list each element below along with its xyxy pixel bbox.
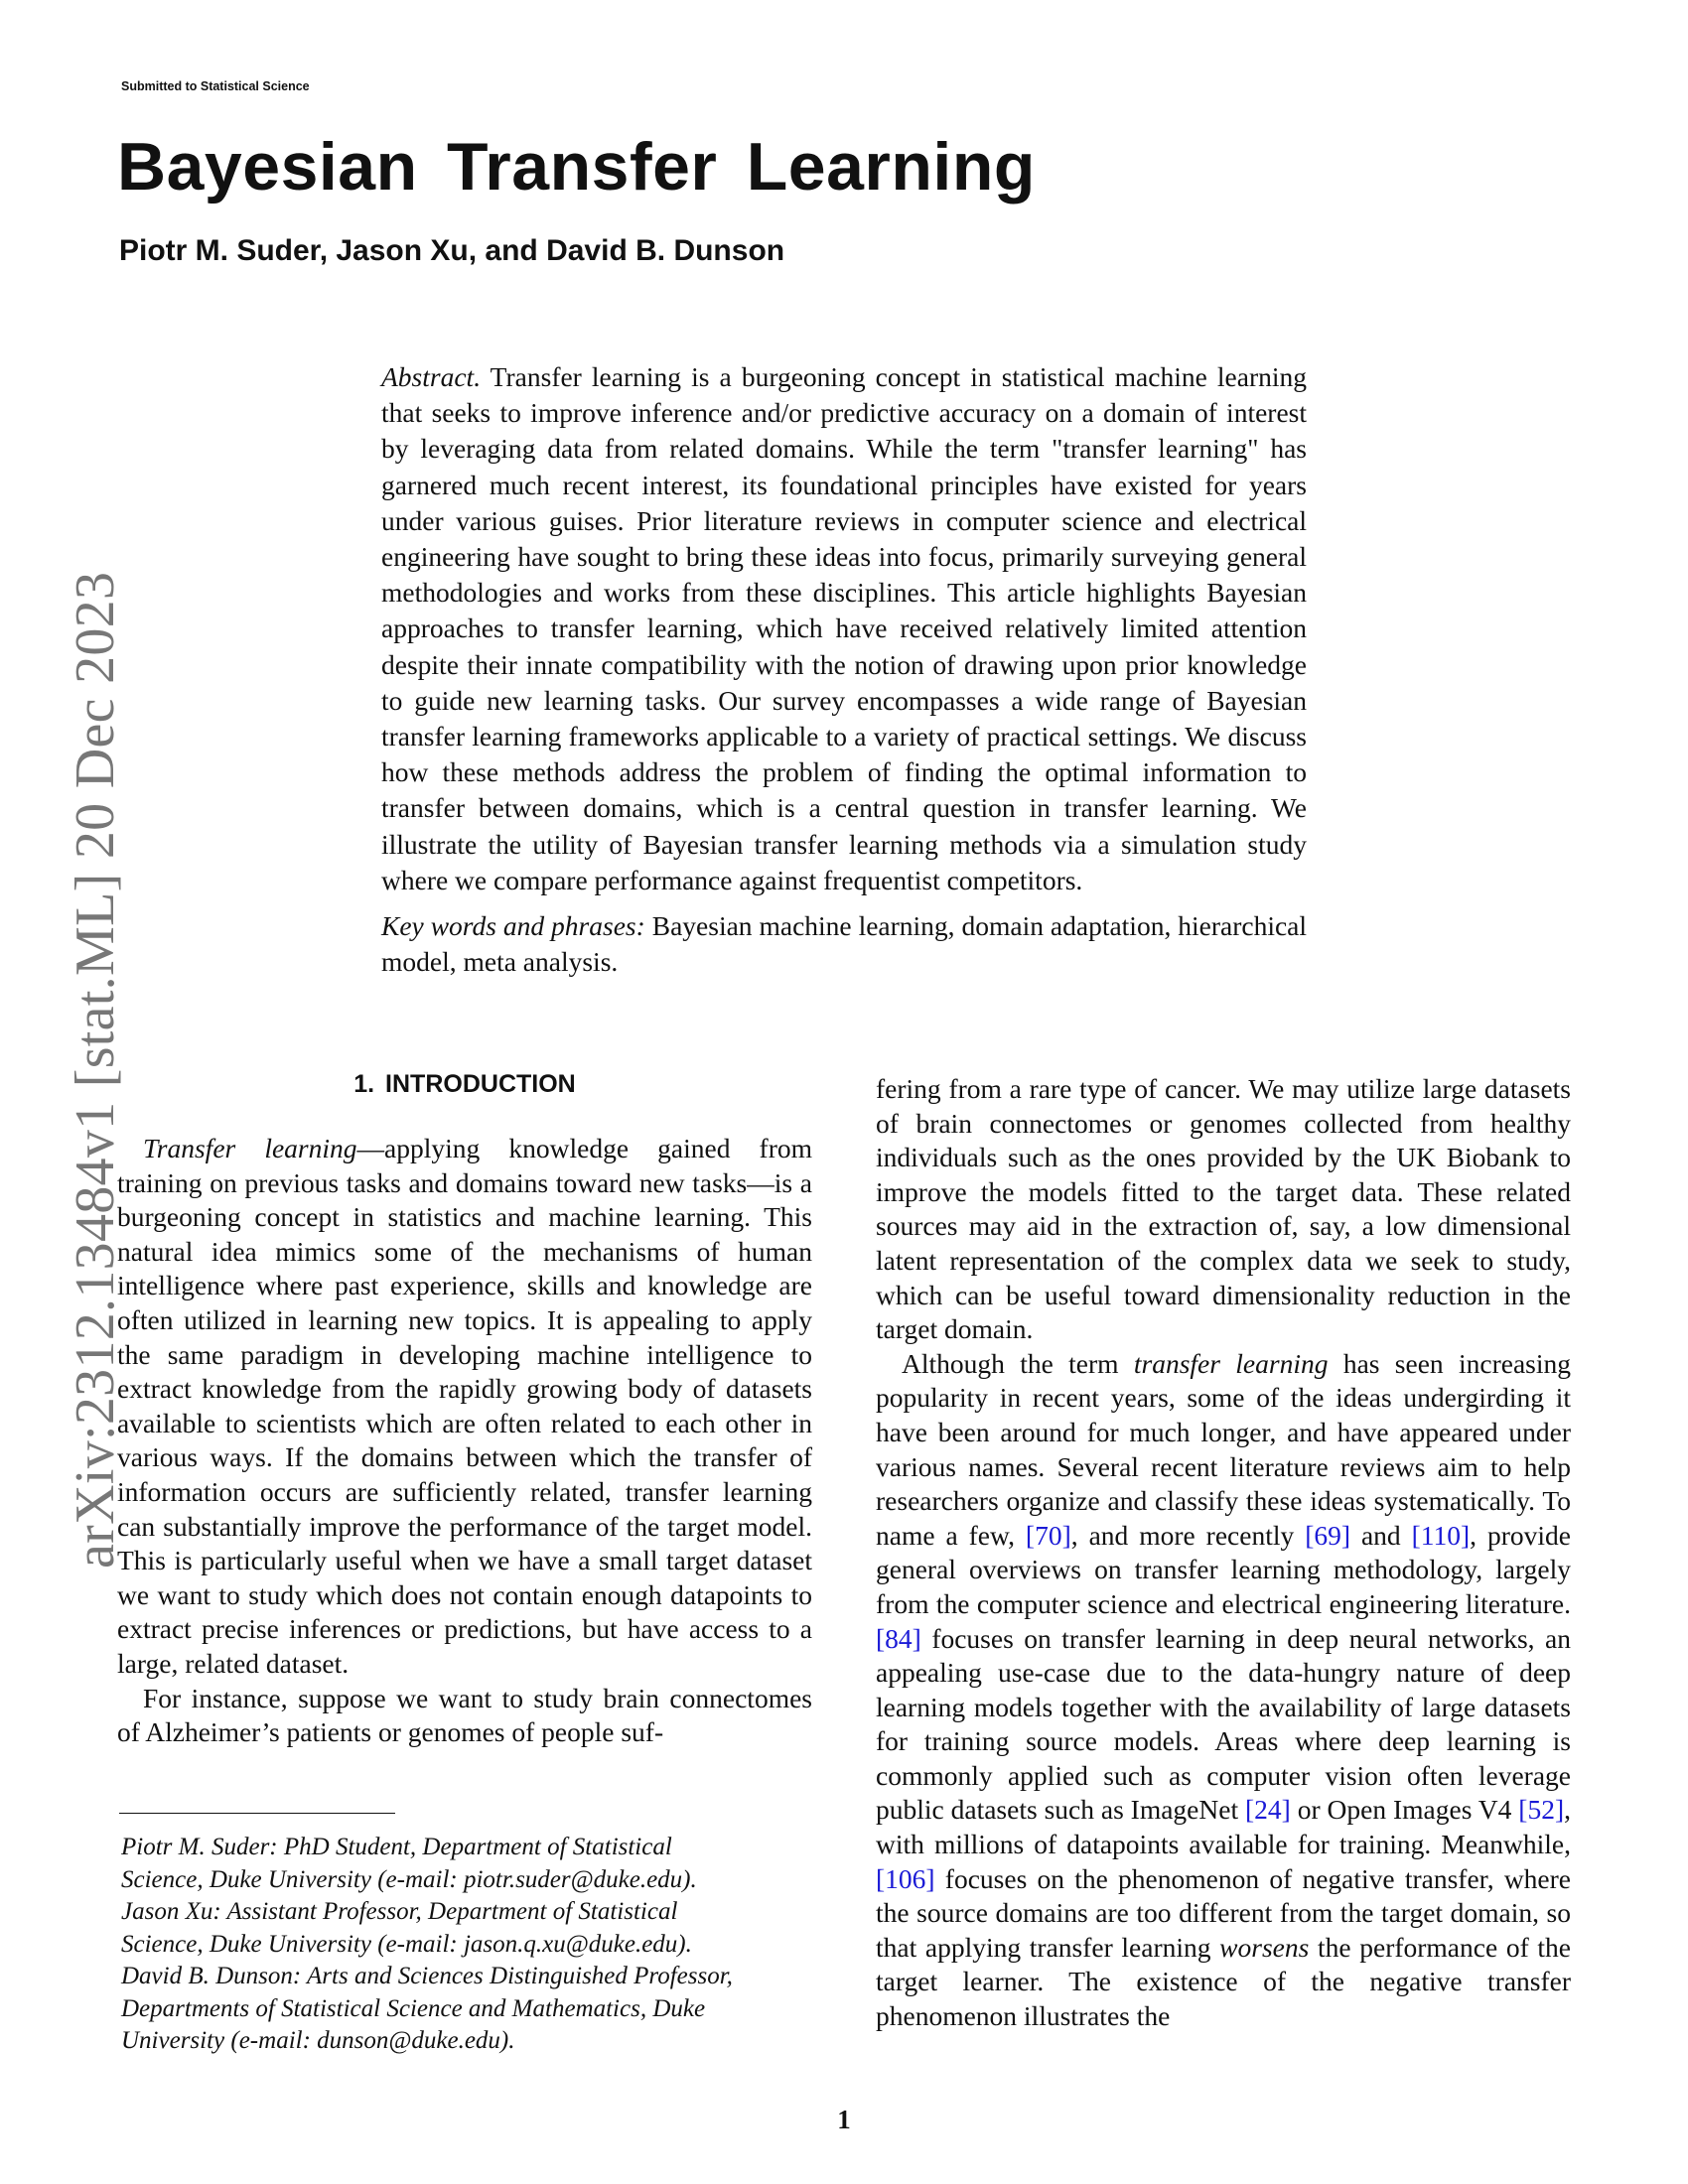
journal-header: Submitted to Statistical Science [121,79,310,93]
keywords-label: Key words and phrases: [381,910,645,942]
abstract-label: Abstract. [381,361,482,392]
text-span: focuses on transfer learning in deep neural networks, an appealing use-case due to the data-hungry nature of deep learning models together with the availability of large datasets for training source models. Areas where deep learning is commonly applied such as computer vision often leverage public datasets such as ImageNet [876,1622,1571,1826]
footnote-divider [119,1813,395,1814]
intro-paragraph-2-start: For instance, suppose we want to study brain connectomes of Alzheimer’s patients or genomes of people suf- [117,1682,812,1748]
footnote-line: University (e-mail: dunson@duke.edu). [121,2027,515,2054]
text-span: Although the term [902,1347,1134,1379]
footnote-line: David B. Dunson: Arts and Sciences Distinguished Professor, [121,1963,733,1989]
footnote-line: Departments of Statistical Science and Mathematics, Duke [121,1994,706,2022]
text-span: focuses on the phenomenon of negative transfer, where the source domains are too different from the target domain, so that applying transfer learning [876,1862,1571,1963]
abstract-paragraph [381,359,1307,898]
author-footnotes [121,1832,836,2058]
author-list: Piotr M. Suder, Jason Xu, and David B. Dunson [119,234,785,267]
text-span: or Open Images V4 [1290,1794,1519,1826]
intro-paragraph-1 [117,1132,812,1682]
footnote-line: Piotr M. Suder: PhD Student, Department of Statistical [121,1834,672,1860]
right-column [876,1072,1571,2034]
footnote-line: Science, Duke University (e-mail: jason.q.xu@duke.edu). [121,1930,692,1958]
footnote-line: Science, Duke University (e-mail: piotr.suder@duke.edu). [121,1865,697,1893]
citation-link-110[interactable]: [110] [1411,1519,1471,1551]
text-span: and [1350,1519,1412,1551]
left-column [117,1132,812,1750]
citation-link-70[interactable]: [70] [1025,1519,1071,1551]
keywords-paragraph [381,908,1307,980]
keywords-text: Bayesian machine learning, domain adaptation, hierarchical model, meta analysis. [381,910,1308,978]
intro-paragraph-1-text: —applying knowledge gained from training on previous tasks and domains toward new tasks—is a burgeoning concept in statistics and machine learning. This natural idea mimics some of the mechanisms of human intelligence where past experience, skills and knowledge are often utilized in learning new topics. It is appealing to apply the same paradigm in developing machine intelligence to extract knowledge from the rapidly growing body of datasets available to scientists which are often related to each other in various ways. If the domains between which the transfer of information occurs are sufficiently related, transfer learning can substantially improve the performance of the target model. This is particularly useful when we have a small target dataset we want to study which does not contain enough datapoints to extract precise inferences or predictions, but have access to a large, related dataset. [117,1133,813,1679]
text-span: has seen increasing popularity in recent years, some of the ideas undergirding it have been around for much longer, and have appeared under various names. Several recent literature reviews aim to help researchers organize and classify these ideas systematically. To name a few, [876,1347,1571,1551]
paper-title: Bayesian Transfer Learning [117,129,1036,205]
citation-link-69[interactable]: [69] [1305,1519,1351,1551]
term-transfer-learning: transfer learning [1133,1347,1329,1379]
text-span: , with millions of datapoints available for training. Meanwhile, [876,1794,1571,1860]
intro-paragraph-3 [876,1347,1571,2034]
emphasis-worsens: worsens [1219,1931,1310,1963]
abstract-text: Transfer learning is a burgeoning concept in statistical machine learning that seeks to improve inference and/or predictive accuracy on a domain of interest by leveraging data from related domains. While the term "transfer learning" has garnered much recent interest, its foundational principles have existed for years under various guises. Prior literature reviews in computer science and electrical engineering have sought to bring these ideas into focus, primarily surveying general methodologies and works from these disciplines. This article highlights Bayesian approaches to transfer learning, which have received relatively limited attention despite their innate compatibility with the notion of drawing upon prior knowledge to guide new learning tasks. Our survey encompasses a wide range of Bayesian transfer learning frameworks applicable to a variety of practical settings. We discuss how these methods address the problem of finding the optimal information to transfer between domains, which is a central question in transfer learning. We illustrate the utility of Bayesian transfer learning methods via a simulation study where we compare performance against frequentist competitors. [381,361,1307,895]
citation-link-52[interactable]: [52] [1518,1794,1565,1826]
intro-paragraph-2-continued: fering from a rare type of cancer. We may utilize large datasets of brain connectomes or genomes collected from healthy individuals such as the ones provided by the UK Biobank to improve the models fitted to the target data. These related sources may aid in the extraction of, say, a low dimensional latent representation of the complex data we seek to study, which can be useful toward dimensionality reduction in the target domain. [876,1073,1571,1345]
citation-link-24[interactable]: [24] [1245,1794,1291,1826]
citation-link-106[interactable]: [106] [876,1862,935,1894]
arxiv-stamp: arXiv:2312.13484v1 [stat.ML] 20 Dec 2023 [65,571,126,1569]
text-span: the performance of the target learner. The existence of the negative transfer phenomenon illustrates the [876,1931,1571,2032]
term-transfer-learning: Transfer learning [143,1133,357,1163]
abstract [381,359,1307,980]
text-span: , provide general overviews on transfer learning methodology, largely from the computer science and electrical engineering literature. [876,1519,1571,1619]
text-span: , and more recently [1070,1519,1306,1551]
footnote-line: Jason Xu: Assistant Professor, Department of Statistical [121,1898,678,1925]
section-heading-introduction: 1. INTRODUCTION [353,1070,576,1098]
citation-link-84[interactable]: [84] [876,1622,921,1654]
page-number: 1 [837,2105,851,2134]
